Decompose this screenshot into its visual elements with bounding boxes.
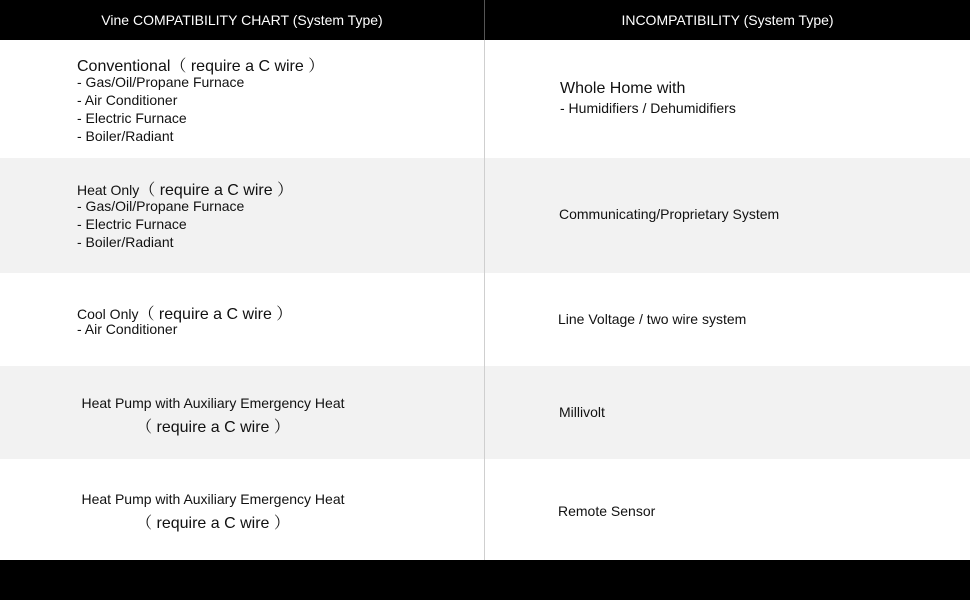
incompatibility-cell (485, 158, 970, 273)
incompatible-title: Whole Home with (560, 80, 686, 97)
incompatibility-cell (485, 366, 970, 459)
column-divider (484, 40, 485, 560)
incompatibility-cell (485, 40, 970, 158)
incompatible-title: Millivolt (559, 404, 605, 420)
chart-table (0, 40, 970, 560)
footer-bar (0, 560, 970, 600)
system-type-title: Cool Only (77, 306, 139, 322)
system-type-title: Heat Pump with Auxiliary Emergency Heat (81, 395, 345, 411)
compatibility-cell (0, 459, 484, 560)
system-detail: - Air Conditioner (77, 92, 178, 108)
system-detail: - Electric Furnace (77, 216, 187, 232)
incompatible-title: Line Voltage / two wire system (558, 311, 747, 327)
incompatible-detail: - Humidifiers / Dehumidifiers (560, 100, 736, 116)
table-header (0, 0, 970, 40)
header-incompatibility: INCOMPATIBILITY (System Type) (621, 12, 834, 28)
system-detail: - Boiler/Radiant (77, 128, 174, 144)
system-detail: - Air Conditioner (77, 321, 178, 337)
system-type-title: Conventional (77, 58, 171, 75)
table-row (0, 459, 970, 560)
system-detail: - Electric Furnace (77, 110, 187, 126)
system-type-title: Heat Pump with Auxiliary Emergency Heat (81, 491, 345, 507)
incompatible-title: Communicating/Proprietary System (559, 206, 780, 222)
table-row (0, 273, 970, 366)
compatibility-cell (0, 273, 484, 366)
table-row (0, 158, 970, 273)
system-detail: - Boiler/Radiant (77, 234, 174, 250)
header-compatibility: Vine COMPATIBILITY CHART (System Type) (101, 12, 383, 28)
table-row (0, 366, 970, 459)
incompatible-title: Remote Sensor (558, 503, 656, 519)
c-wire-note: （ require a C wire ） (136, 419, 290, 436)
c-wire-note: （ require a C wire ） (170, 58, 325, 75)
system-detail: - Gas/Oil/Propane Furnace (77, 198, 245, 214)
table-row (0, 40, 970, 158)
compatibility-cell (0, 158, 484, 273)
c-wire-note: （ require a C wire ） (138, 306, 293, 323)
compatibility-cell (0, 366, 484, 459)
compatibility-cell (0, 40, 484, 158)
incompatibility-cell (485, 459, 970, 560)
system-type-title: Heat Only (77, 182, 140, 198)
incompatibility-cell (485, 273, 970, 366)
c-wire-note: （ require a C wire ） (139, 182, 294, 199)
system-detail: - Gas/Oil/Propane Furnace (77, 74, 245, 90)
c-wire-note: （ require a C wire ） (136, 515, 290, 532)
